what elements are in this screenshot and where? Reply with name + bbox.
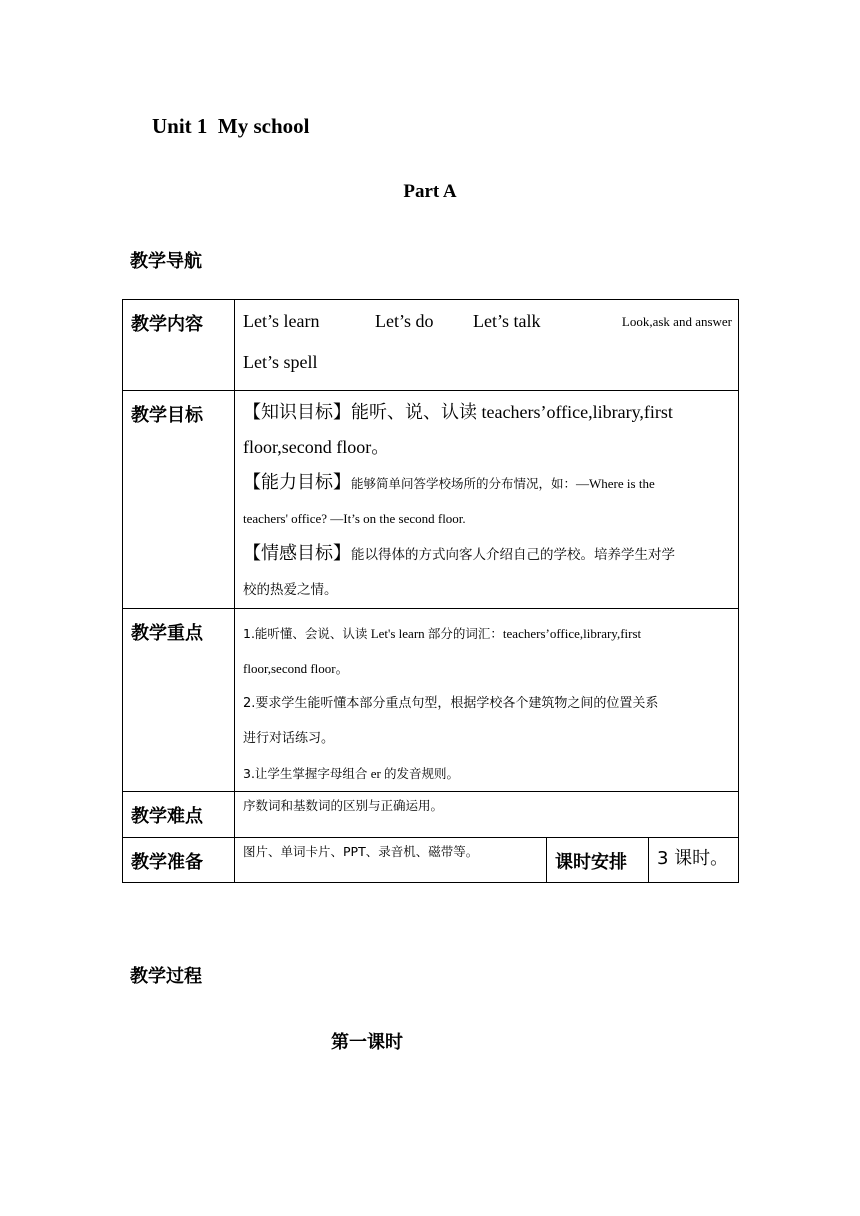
ability-goal-text-line2: teachers' office? —It’s on the second floor.: [243, 511, 466, 526]
schedule-value: 3 课时。: [657, 848, 729, 869]
content-item-look-ask-answer: Look,ask and answer: [621, 314, 733, 329]
emotion-goal-text: 能以得体的方式向客人介绍自己的学校。培养学生对学: [351, 547, 675, 563]
ability-goal-text-cn: 能够简单问答学校场所的分布情况，如：: [351, 476, 577, 491]
key-point-1-en2: teachers’office,library,first: [502, 626, 642, 641]
label-difficulty: 教学难点: [123, 792, 235, 838]
teaching-content-cell: [235, 300, 739, 391]
row-teaching-content: [123, 300, 739, 391]
key-point-2-line2: 进行对话练习。: [243, 731, 335, 746]
key-point-2: 2.要求学生能听懂本部分重点句型，根据学校各个建筑物之间的位置关系: [243, 696, 659, 711]
content-item-lets-spell: Let’s spell: [243, 352, 318, 372]
key-point-3-cn2: 的发音规则。: [384, 766, 460, 781]
knowledge-goal-text-cn: 能听、说、认读: [351, 402, 477, 423]
row-difficulty: [123, 792, 739, 838]
preparation-cell: [235, 838, 547, 883]
label-key-points: 教学重点: [123, 609, 235, 792]
content-item-lets-do: Let’s do: [375, 311, 434, 331]
knowledge-goal-text-en: teachers’office,library,first: [477, 402, 673, 422]
teaching-plan-table: [122, 299, 739, 883]
row-key-points: [123, 609, 739, 792]
key-points-cell: [235, 609, 739, 792]
part-title: Part A: [403, 181, 457, 202]
row-teaching-goals: [123, 391, 739, 609]
key-point-1-line2: floor,second floor。: [243, 661, 349, 676]
schedule-cell: [649, 838, 739, 883]
knowledge-goal-text-line2: floor,second floor。: [243, 437, 390, 457]
key-point-1-cn: 1.能听懂、会说、认读: [243, 626, 368, 641]
key-point-3-en: er: [367, 766, 385, 781]
difficulty-text: 序数词和基数词的区别与正确运用。: [243, 798, 444, 813]
preparation-text: 图片、单词卡片、PPT、录音机、磁带等。: [243, 844, 479, 859]
emotion-goal-text-line2: 校的热爱之情。: [243, 582, 338, 598]
unit-title: Unit 1 My school: [152, 114, 310, 138]
key-point-1-en: Let's learn: [367, 626, 428, 641]
key-point-1-cn2: 部分的词汇：: [427, 626, 503, 641]
row-preparation: [123, 838, 739, 883]
label-preparation: 教学准备: [123, 838, 235, 883]
content-item-lets-talk: Let’s talk: [473, 311, 541, 331]
section-heading-nav: 教学导航: [130, 251, 202, 272]
difficulty-cell: [235, 792, 739, 838]
knowledge-goal-tag: 【知识目标】: [243, 402, 351, 423]
ability-goal-text-en: —Where is the: [576, 476, 655, 491]
teaching-goals-cell: [235, 391, 739, 609]
content-item-lets-learn: Let’s learn: [243, 311, 320, 331]
label-teaching-content: 教学内容: [123, 300, 235, 391]
key-point-3-cn: 3.让学生掌握字母组合: [243, 766, 368, 781]
label-schedule: 课时安排: [547, 838, 649, 883]
lesson-heading: 第一课时: [331, 1032, 403, 1053]
label-teaching-goals: 教学目标: [123, 391, 235, 609]
section-heading-process: 教学过程: [130, 966, 202, 987]
emotion-goal-tag: 【情感目标】: [243, 543, 351, 564]
ability-goal-tag: 【能力目标】: [243, 472, 351, 493]
